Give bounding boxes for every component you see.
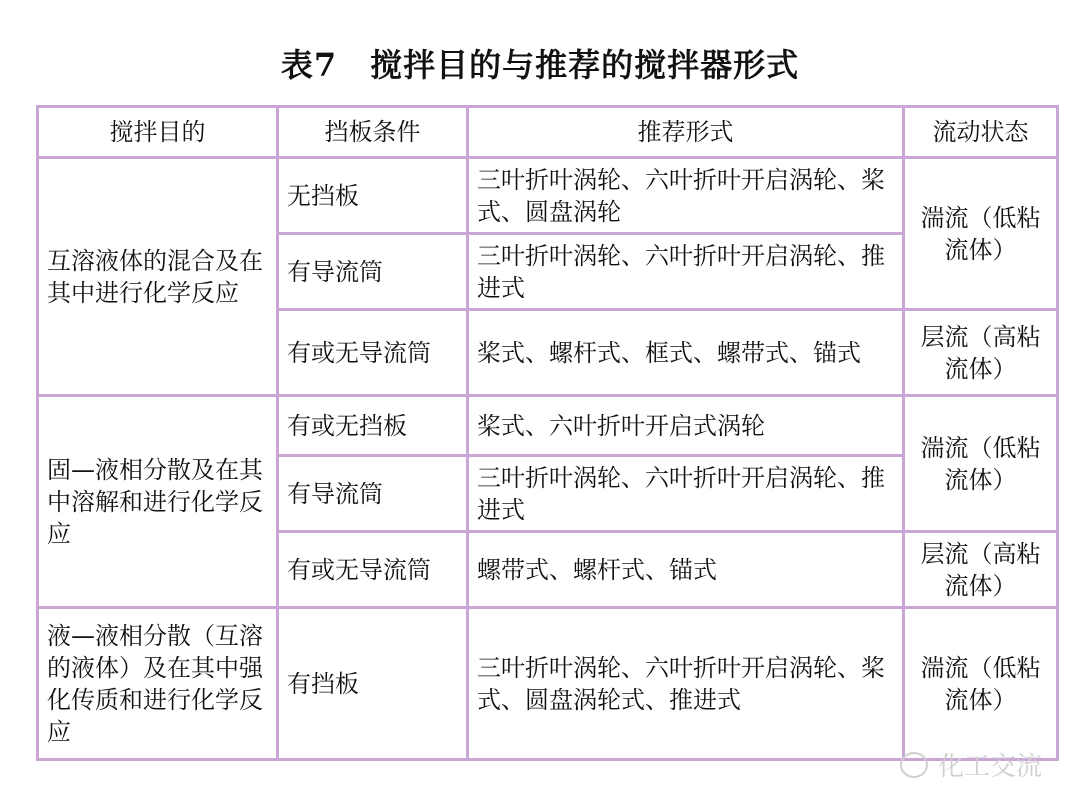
purpose-cell: 固—液相分散及在其中溶解和进行化学反应 bbox=[38, 396, 278, 608]
baffle-cell: 有或无导流筒 bbox=[278, 532, 468, 608]
form-cell: 桨式、六叶折叶开启式涡轮 bbox=[468, 396, 904, 456]
flow-cell: 层流（高粘流体） bbox=[904, 310, 1058, 396]
header-flow: 流动状态 bbox=[904, 107, 1058, 158]
form-cell: 螺带式、螺杆式、锚式 bbox=[468, 532, 904, 608]
table-row bbox=[38, 158, 1058, 234]
wechat-icon bbox=[900, 752, 928, 778]
flow-cell: 湍流（低粘流体） bbox=[904, 158, 1058, 310]
flow-cell: 湍流（低粘流体） bbox=[904, 396, 1058, 532]
purpose-cell: 互溶液体的混合及在其中进行化学反应 bbox=[38, 158, 278, 396]
watermark bbox=[810, 748, 1060, 782]
baffle-cell: 有导流筒 bbox=[278, 234, 468, 310]
form-cell: 三叶折叶涡轮、六叶折叶开启涡轮、推进式 bbox=[468, 456, 904, 532]
table-row bbox=[38, 608, 1058, 760]
flow-cell: 湍流（低粘流体） bbox=[904, 608, 1058, 760]
table-row bbox=[38, 396, 1058, 456]
baffle-cell: 无挡板 bbox=[278, 158, 468, 234]
form-cell: 三叶折叶涡轮、六叶折叶开启涡轮、桨式、圆盘涡轮式、推进式 bbox=[468, 608, 904, 760]
header-purpose: 搅拌目的 bbox=[38, 107, 278, 158]
baffle-cell: 有或无挡板 bbox=[278, 396, 468, 456]
purpose-cell: 液—液相分散（互溶的液体）及在其中强化传质和进行化学反应 bbox=[38, 608, 278, 760]
agitator-table bbox=[36, 105, 1059, 761]
flow-cell: 层流（高粘流体） bbox=[904, 532, 1058, 608]
baffle-cell: 有或无导流筒 bbox=[278, 310, 468, 396]
table-title: 表7 搅拌目的与推荐的搅拌器形式 bbox=[280, 46, 800, 84]
header-baffle: 挡板条件 bbox=[278, 107, 468, 158]
header-form: 推荐形式 bbox=[468, 107, 904, 158]
baffle-cell: 有导流筒 bbox=[278, 456, 468, 532]
baffle-cell: 有挡板 bbox=[278, 608, 468, 760]
watermark-text: 化工交流 bbox=[938, 752, 1043, 782]
header-row bbox=[38, 107, 1058, 158]
form-cell: 三叶折叶涡轮、六叶折叶开启涡轮、推进式 bbox=[468, 234, 904, 310]
form-cell: 三叶折叶涡轮、六叶折叶开启涡轮、桨式、圆盘涡轮 bbox=[468, 158, 904, 234]
form-cell: 桨式、螺杆式、框式、螺带式、锚式 bbox=[468, 310, 904, 396]
